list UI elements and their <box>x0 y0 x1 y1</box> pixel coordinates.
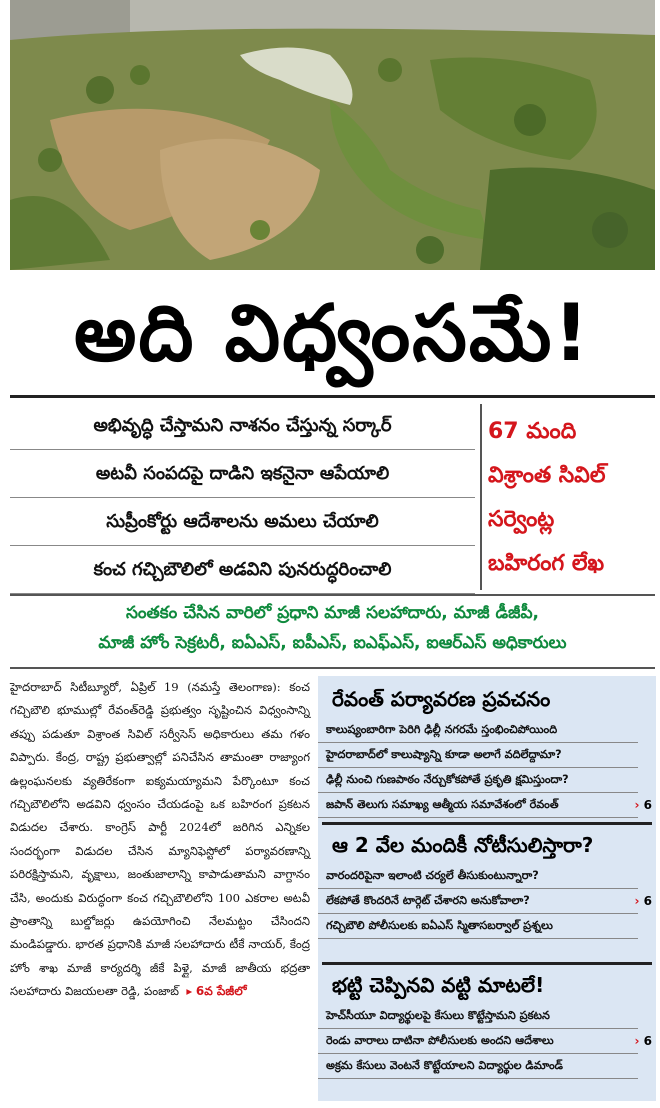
page-number: 6 <box>643 1034 652 1048</box>
key-points-list <box>10 402 475 594</box>
page-number: 6 <box>643 894 652 908</box>
arrow-icon: › <box>634 1034 640 1048</box>
highlight-line: విశ్రాంత సివిల్ <box>488 463 606 488</box>
related-story-3[interactable] <box>318 966 656 1079</box>
key-point: సుప్రీంకోర్టు ఆదేశాలను అమలు చేయాలి <box>10 498 475 546</box>
subtitle-line: మాజీ హోం సెక్రటరీ, ఐఏఎస్, ఐపీఎస్, ఐఎఫ్‌ఎస్, ఐఆర్‌ఎస్ అధికారులు <box>98 633 567 653</box>
related-story-1[interactable] <box>318 680 656 818</box>
page-ref[interactable] <box>635 793 653 817</box>
highlight-line: సర్వెంట్ల <box>488 507 555 532</box>
headline-rule <box>10 395 655 398</box>
vertical-divider <box>480 404 482 590</box>
key-point: అటవీ సంపదపై దాడిని ఇకనైనా ఆపేయాలి <box>10 450 475 498</box>
story-point <box>318 793 652 818</box>
body-rule <box>10 667 655 669</box>
story-point-text: రెండు వారాలు దాటినా పోలీసులకు అందని ఆదేశాలు <box>326 1034 554 1047</box>
story-point: వారందరిపైనా ఇలాంటి చర్యలే తీసుకుంటున్నారా? <box>318 864 638 889</box>
article-body <box>10 676 310 1004</box>
story-point <box>318 1029 652 1054</box>
page-ref[interactable] <box>635 889 653 913</box>
continued-arrow-icon: ▸ <box>182 984 196 999</box>
headline: అది విధ్వంసమే! <box>73 289 591 379</box>
forest-landscape-illustration <box>10 0 655 270</box>
page-ref[interactable] <box>635 1029 653 1053</box>
story-point-text: లేకపోతే కొందరినే టార్గెట్ చేశారని అనుకోవాలా? <box>326 894 530 907</box>
highlight-line: 67 మంది <box>488 419 577 444</box>
story-point: కాలుష్యంబారిగా పెరిగి ఢిల్లీ నగరమే స్తంభించిపోయింది <box>318 718 638 743</box>
signatories-highlight <box>488 410 656 586</box>
story-divider <box>322 822 652 825</box>
story-point: హైదరాబాద్‌లో కాలుష్యాన్ని కూడా అలాగే వదిలేద్దామా? <box>318 743 638 768</box>
story-point: అక్రమ కేసులు వెంటనే కొట్టేయాలని విద్యార్థుల డిమాండ్ <box>318 1054 638 1079</box>
key-point: కంచ గచ్చిబౌలిలో అడవిని పునరుద్ధరించాలి <box>10 546 475 594</box>
story-point <box>318 889 652 914</box>
subtitle-line: సంతకం చేసిన వారిలో ప్రధాని మాజీ సలహాదారు, మాజీ డీజీపీ, <box>126 603 539 623</box>
arrow-icon: › <box>634 894 640 908</box>
story-divider <box>322 962 652 965</box>
arrow-icon: › <box>634 798 640 812</box>
continued-link[interactable]: 6వ పేజీలో <box>195 984 247 999</box>
related-story-2[interactable] <box>318 826 656 939</box>
highlight-line: బహిరంగ లేఖ <box>488 551 605 576</box>
story-title: ఆ 2 వేల మందికీ నోటీసులిస్తారా? <box>332 833 594 857</box>
story-point-text: జపాన్ తెలుగు సమాఖ్య ఆత్మీయ సమావేశంలో రేవంత్ <box>326 798 559 811</box>
story-point: గచ్చిబౌలి పోలీసులకు ఐఏఎస్ స్మితాసబర్వాల్ ప్రశ్నలు <box>318 914 638 939</box>
aerial-forest-photo <box>10 0 655 270</box>
signatories-subtitle <box>10 598 655 658</box>
page-number: 6 <box>643 798 652 812</box>
story-title: రేవంత్ పర్యావరణ ప్రవచనం <box>332 687 551 711</box>
story-title: భట్టి చెప్పినవి వట్టి మాటలే! <box>332 973 545 997</box>
subtitle-rule <box>10 594 655 596</box>
key-point: అభివృద్ధి చేస్తామని నాశనం చేస్తున్న సర్కార్ <box>10 402 475 450</box>
article-text: హైదరాబాద్ సిటీబ్యూరో, ఏప్రిల్ 19 (నమస్తే తెలంగాణ): కంచ గచ్చిబౌలి భూముల్లో రేవంత్‌రెడ్డి ప్రభుత్వం సృష్టించిన విధ్వంసాన్ని తప్పు పడుతూ విశ్రాంత సివిల్ సర్వీసెస్ అధికారులు తమ గళం విప్పారు. కేంద్ర, రాష్ట్ర ప్రభుత్వాల్లో పనిచేసిన తామంతా రాజ్యాంగ ఉల్లంఘనలకు వ్యతిరేకంగా ఐక్యమయ్యామని పేర్కొంటూ కంచ గచ్చిబౌలిలోని అడవిని ధ్వంసం చేయడంపై ఒక బహిరంగ ప్రకటన విడుదల చేశారు. కాంగ్రెస్ పార్టీ 2024లో జరిగిన ఎన్నికల సందర్భంగా విడుదల చేసిన మ్యానిఫెస్టోలో పర్యావరణాన్ని పరిరక్షిస్తామని, వృక్షాలు, జంతుజాలాన్ని కాపాడుతామని వాగ్దానం చేసి, అందుకు విరుద్ధంగా కంచ గచ్చిబౌలిలోని 100 ఎకరాల అటవీ ప్రాంతాన్ని బుల్డోజర్లు ఉపయోగించి నేలమట్టం చేసిందని మండిపడ్డారు. భారత ప్రధానికి మాజీ సలహాదారు టీకే నాయర్, కేంద్ర హోం శాఖ మాజీ కార్యదర్శి జీకే పిళ్లై, మాజీ జాతీయ భద్రతా సలహాదారు విజయలతా రెడ్డి, పంజాబ్ <box>10 680 310 999</box>
story-point: హెచ్‌సీయూ విద్యార్థులపై కేసులు కొట్టేస్తామని ప్రకటన <box>318 1004 638 1029</box>
story-point: ఢిల్లీ నుంచి గుణపాఠం నేర్చుకోకపోతే ప్రకృతి క్షమిస్తుందా? <box>318 768 638 793</box>
